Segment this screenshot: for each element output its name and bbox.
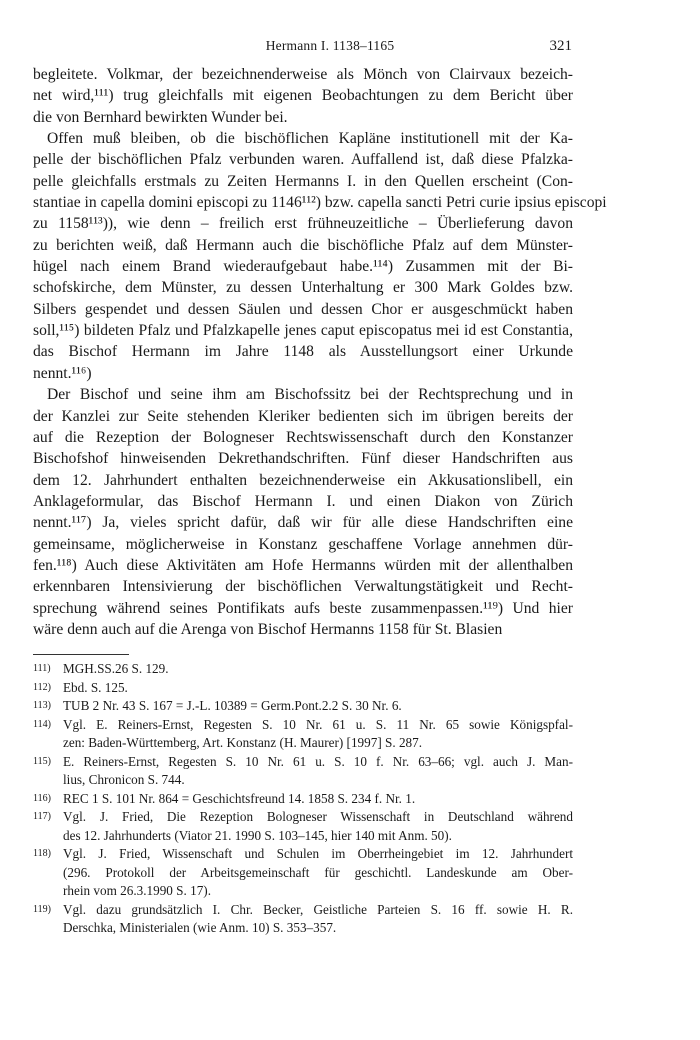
text-line: soll,¹¹⁵) bildeten Pfalz und Pfalzkapelle jenes caput episcopatus mei id est Constantia, — [33, 322, 573, 340]
footnote-text: E. Reiners-Ernst, Regesten S. 10 Nr. 61 u. S. 10 f. Nr. 63–66; vgl. auch J. Man- — [63, 753, 573, 769]
footnote-113 — [33, 697, 573, 716]
text-line: das Bischof Hermann im Jahre 1148 als Ausstellungsort einer Urkunde — [33, 343, 573, 361]
text-line: dem 12. Jahrhundert enthalten bezeichnenderweise ein Akkusationslibell, ein — [33, 471, 573, 489]
text-line: Silbers gespendet und dessen Säulen und dessen Chor er ausgeschmückt haben — [33, 300, 573, 318]
footnote-number: 112) — [33, 681, 51, 693]
footnote-number: 118) — [33, 848, 51, 859]
text-line: Offen muß bleiben, ob die bischöflichen Kapläne institutionell mit der Ka- — [47, 130, 573, 148]
footnote-text: Derschka, Ministerialen (wie Anm. 10) S. 353–357. — [63, 920, 337, 935]
main-text — [33, 64, 607, 640]
footnote-text: (296. Protokoll der Arbeitsgemeinschaft für geschichtl. Landeskunde am Ober- — [63, 864, 573, 880]
paragraph-3 — [33, 384, 573, 640]
footnote-number: 114) — [33, 718, 51, 730]
footnote-111 — [33, 660, 573, 679]
text-line: Bischofshof hinweisenden Dekrethandschriften. Fünf dieser Handschriften aus — [33, 450, 573, 468]
footnote-number: 116) — [33, 792, 51, 804]
text-line: pelle gleichfalls erstmals zu Zeiten Hermanns I. in den Quellen erscheint (Con- — [33, 172, 573, 190]
footnote-number: 115) — [33, 755, 51, 767]
running-head — [0, 38, 700, 58]
footnote-text: TUB 2 Nr. 43 S. 167 = J.-L. 10389 = Germ.Pont.2.2 S. 30 Nr. 6. — [63, 698, 402, 713]
footnote-text: Vgl. E. Reiners-Ernst, Regesten S. 10 Nr. 61 u. S. 11 Nr. 65 sowie Königspfal- — [63, 716, 573, 732]
footnote-text: Vgl. J. Fried, Wissenschaft und Schulen im Oberrheingebiet im 12. Jahrhundert — [63, 846, 573, 861]
text-line: zu 1158¹¹³)), wie denn – freilich erst frühneuzeitliche – Überlieferung davon — [33, 215, 573, 233]
footnote-text: des 12. Jahrhunderts (Viator 21. 1990 S. 103–145, hier 140 mit Anm. 50). — [63, 827, 452, 843]
footnote-118 — [33, 845, 573, 901]
text-line: wäre denn auch auf die Arenga von Bischof Hermanns 1158 für St. Blasien — [33, 620, 503, 638]
footnote-number: 111) — [33, 663, 51, 674]
footnote-text: Vgl. J. Fried, Die Rezeption Bologneser Wissenschaft in Deutschland während — [63, 809, 573, 824]
footnote-number: 117) — [33, 811, 51, 822]
text-line: zu berichten weiß, daß Hermann auch die bischöfliche Pfalz auf dem Münster- — [33, 236, 573, 254]
footnote-text: rhein vom 26.3.1990 S. 17). — [63, 883, 211, 898]
text-line: auf die Rezeption der Bologneser Rechtswissenschaft durch den Konstanzer — [33, 428, 573, 446]
footnote-text: lius, Chronicon S. 744. — [63, 772, 185, 787]
text-line: nennt.¹¹⁶) — [33, 364, 92, 382]
footnotes — [33, 660, 573, 938]
footnote-number: 119) — [33, 903, 51, 915]
footnote-number: 113) — [33, 700, 51, 711]
text-line: hügel nach einem Brand wiederaufgebaut habe.¹¹⁴) Zusammen mit der Bi- — [33, 258, 573, 276]
text-line: Anklageformular, das Bischof Hermann I. und einen Diakon von Zürich — [33, 492, 573, 510]
running-title: Hermann I. 1138–1165 — [265, 38, 395, 53]
text-line: sprechung während seines Pontifikats aufs beste zusammenpassen.¹¹⁹) Und hier — [33, 599, 573, 617]
footnote-text: zen: Baden-Württemberg, Art. Konstanz (H. Maurer) [1997] S. 287. — [63, 735, 423, 750]
footnote-112 — [33, 679, 573, 698]
footnote-text: MGH.SS.26 S. 129. — [63, 661, 169, 676]
footnote-117 — [33, 808, 573, 845]
text-line: Der Bischof und seine ihm am Bischofssitz bei der Rechtsprechung und in — [47, 386, 573, 404]
footnote-119 — [33, 901, 573, 938]
text-line: pelle der bischöflichen Pfalz verbunden waren. Auffallend ist, daß diese Pfalzka- — [33, 151, 573, 169]
text-line: gemeinsame, möglicherweise in Konstanz geschaffene Vorlage annehmen dür- — [33, 535, 573, 553]
page-number: 321 — [549, 38, 572, 54]
text-line: stantiae in capella domini episcopi zu 1146¹¹²) bzw. capella sancti Petri curie ipsius episcopi — [33, 194, 607, 212]
text-line: begleitete. Volkmar, der bezeichnenderweise als Mönch von Clairvaux bezeich- — [33, 66, 573, 83]
footnote-115 — [33, 753, 573, 790]
text-line: die von Bernhard bewirkten Wunder bei. — [33, 108, 288, 126]
paragraph-1 — [33, 64, 573, 128]
text-line: fen.¹¹⁸) Auch diese Aktivitäten am Hofe Hermanns würden mit der allenthalben — [33, 556, 573, 574]
text-line: schofskirche, dem Münster, zu dessen Unterhaltung er 300 Mark Goldes bzw. — [33, 279, 573, 297]
text-line: nennt.¹¹⁷) Ja, vieles spricht dafür, daß wir für alle diese Handschriften eine — [33, 514, 573, 532]
text-line: erkennbaren Intensivierung der bischöflichen Verwaltungstätigkeit und Recht- — [33, 578, 573, 596]
paragraph-2 — [33, 128, 607, 384]
text-line: net wird,¹¹¹) trug gleichfalls mit eigenen Beobachtungen zu dem Bericht über — [33, 87, 573, 105]
footnote-text: Vgl. dazu grundsätzlich I. Chr. Becker, Geistliche Parteien S. 16 ff. sowie H. R. — [63, 901, 573, 917]
text-line: der Kanzlei zur Seite stehenden Kleriker bedienten sich im übrigen bereits der — [33, 407, 573, 425]
footnote-text: REC 1 S. 101 Nr. 864 = Geschichtsfreund 14. 1858 S. 234 f. Nr. 1. — [63, 790, 416, 806]
footnote-116 — [33, 790, 573, 809]
footnote-divider — [33, 654, 129, 655]
footnote-text: Ebd. S. 125. — [63, 679, 128, 695]
footnote-114 — [33, 716, 573, 753]
